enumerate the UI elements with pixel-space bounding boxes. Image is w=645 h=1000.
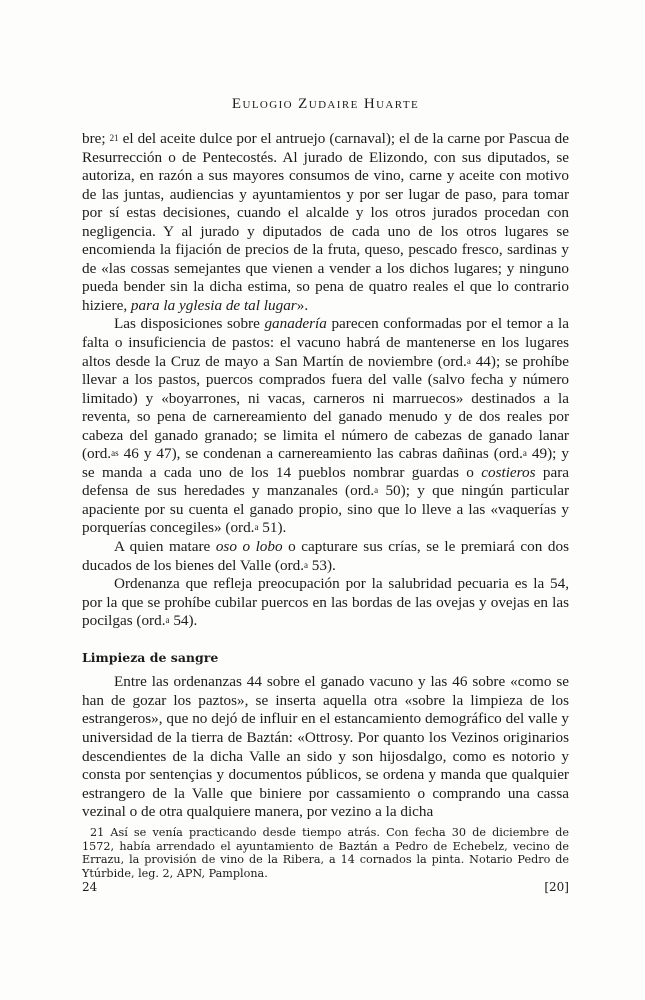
text-run: para defensa de sus heredades y manzanales (ord. bbox=[82, 463, 569, 500]
italic-run: costieros bbox=[481, 463, 536, 481]
text-run: bre; bbox=[82, 130, 110, 147]
superscript: 21 bbox=[109, 133, 119, 143]
superscript: a bbox=[304, 559, 308, 570]
text-run: 54). bbox=[169, 612, 198, 630]
text-run: Entre las ordenanzas 44 sobre el ganado vacuno y las 46 sobre «como se han de gozar los paztos», se inserta aquella otra «sobre la limpieza de los estrangeros», que no dejó de influir en el estancamiento demográfico del valle y universidad de la tierra de Baztán: «Ottrosy. Por quanto los Vezinos originarios descendientes de la dicha Valle an sido y son hijosdalgo, como es notorio y consta por sentençias y documentos públicos, se ordena y manda que qualquier estrangero de la Valle que biniere por cassamiento o comprando una cassa vezinal o de otra qualquiere manera, por vezino a la dicha bbox=[82, 673, 569, 821]
superscript: a bbox=[254, 522, 259, 533]
superscript: a bbox=[165, 615, 170, 626]
paragraph-group bbox=[82, 673, 569, 821]
main-text bbox=[82, 130, 569, 822]
paragraph bbox=[82, 575, 569, 631]
paragraph bbox=[82, 315, 569, 538]
superscript: a bbox=[522, 448, 527, 459]
text-run: parecen conformadas por el temor a la falta o insuficiencia de pastos: el vacuno habrá de mantenerse en los lugares altos desde la Cruz de mayo a San Martín de noviembre (ord. bbox=[82, 315, 569, 370]
text-run: o capturare sus crías, se le premiará con dos ducados de los bienes del Valle (ord. bbox=[82, 538, 569, 574]
paragraph-group bbox=[82, 130, 569, 631]
text-run: el del aceite dulce por el antruejo (carnaval); el de la carne por Pascua de Resurrección o de Pentecostés. Al jurado de Elizondo, con sus diputados, se autoriza, en razón a sus mayores consumos de vino, carne y aceite con motivo de las juntas, audiencias y ayuntamientos y por ser lugar de paso, para tomar por sí estas decisiones, cuando el alcalde y los otros jurados procedan con negligencia. Y al jurado y diputados de cada uno de los otros lugares se encomienda la fijación de precios de la fruta, queso, pescado fresco, sardinas y de «las cossas semejantes que vienen a vender a los dichos lugares; y ninguno pueda bender sin la dicha estima, so pena de quatro reales el que lo contrario hiziere, bbox=[82, 130, 569, 314]
page-number: 24 bbox=[82, 880, 98, 894]
text-run: Ordenanza que refleja preocupación por la salubridad pecuaria es la 54, por la que se prohíbe cubilar puercos en las bordas de las ovejas y ovejas en las pocilgas (ord. bbox=[82, 575, 569, 630]
superscript: a bbox=[466, 355, 471, 366]
footnote bbox=[82, 826, 569, 880]
text-run: 46 y 47), se condenan a carnereamiento las cabras dañinas (ord. bbox=[118, 445, 523, 463]
text-run: 49); y se manda a cada uno de los 14 pueblos nombrar guardas o bbox=[82, 445, 569, 481]
italic-run: oso o lobo bbox=[215, 538, 283, 556]
superscript: as bbox=[111, 448, 119, 459]
text-run: 44); se prohíbe llevar a los pastos, puercos comprados fuera del valle (salvo fecha y número limitado) y «boyarrones, ni vacas, carneros ni marruecos» destinados a la reventa, so pena de carnereamiento del ganado menudo y de dos reales por cabeza del ganado granado; se limita el número de cabezas de ganado lanar (ord. bbox=[82, 352, 569, 463]
text-run: ». bbox=[296, 296, 309, 314]
text-run: Las disposiciones sobre bbox=[114, 315, 265, 333]
italic-run: para la yglesia de tal lugar bbox=[130, 296, 297, 314]
text-run: 50); y que ningún particular apaciente por su cuenta el ganado propio, sino que lo lleve a las «vaquerías y porquerías concegiles» (ord. bbox=[82, 482, 569, 537]
page bbox=[82, 0, 569, 1000]
text-run: 53). bbox=[308, 556, 336, 574]
text-run: A quien matare bbox=[114, 538, 216, 556]
page-number-bracketed: [20] bbox=[544, 880, 569, 894]
section-heading: Limpieza de sangre bbox=[82, 649, 219, 665]
footnote-text: 21 Así se venía practicando desde tiempo atrás. Con fecha 30 de diciembre de 1572, había arrendado el ayuntamiento de Baztán a Pedro de Echebelz, vecino de Errazu, la provisión de vino de la Ribera, a 14 cornados la pinta. Notario Pedro de Ytúrbide, leg. 2, APN, Pamplona. bbox=[82, 826, 569, 880]
superscript: a bbox=[374, 485, 379, 496]
paragraph bbox=[82, 130, 569, 315]
paragraph bbox=[82, 538, 569, 575]
italic-run: ganadería bbox=[264, 315, 327, 333]
running-head: Eulogio Zudaire Huarte bbox=[231, 96, 420, 112]
paragraph bbox=[82, 673, 569, 821]
text-run: 51). bbox=[258, 519, 287, 537]
